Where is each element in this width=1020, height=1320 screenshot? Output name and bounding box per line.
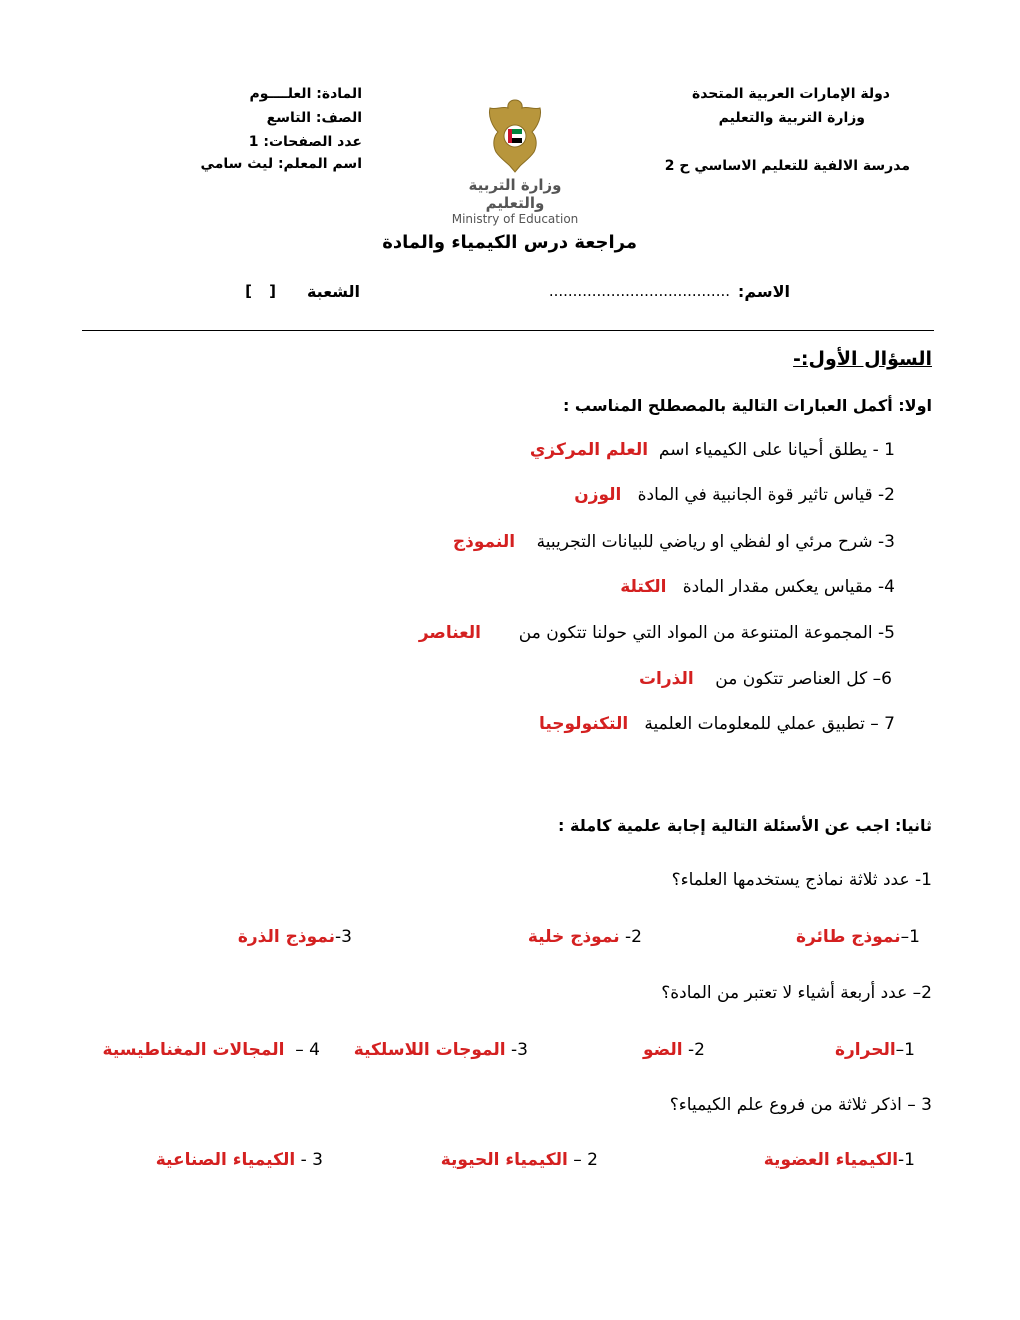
list-item: 4 – المجالات المغناطيسية — [102, 1040, 320, 1060]
falcon-emblem-icon — [480, 96, 550, 176]
list-item: 3 - الكيمياء الصناعية — [155, 1150, 323, 1170]
list-item: 3- الموجات اللاسلكية — [353, 1040, 528, 1060]
list-item: 3-نموذج الذرة — [237, 927, 352, 947]
list-item: 1–نموذج طائرة — [795, 927, 920, 947]
student-name-label: الاسم: — [737, 282, 790, 301]
answer: العلم المركزي — [529, 440, 649, 460]
answer: العناصر — [418, 623, 481, 643]
list-item: 1–الحرارة — [834, 1040, 915, 1060]
grade-label: الصف: التاسع — [266, 110, 362, 126]
school-name: مدرسة الالفية للتعليم الاساسي ح 2 — [664, 158, 910, 174]
list-item: 1 - يطلق أحيانا على الكيمياء اسم العلم المركزي — [529, 440, 895, 460]
answer: الذرات — [638, 669, 694, 689]
logo-english-text: Ministry of Education — [451, 212, 579, 226]
q1-instructions: اولا: أكمل العبارات التالية بالمصطلح المناسب : — [562, 396, 932, 415]
list-item: 2 – الكيمياء الحيوية — [440, 1150, 598, 1170]
list-item: 3- شرح مرئي او لفظي او رياضي للبيانات التجريبية النموذج — [452, 532, 895, 552]
subject-label: المادة: العلــــوم — [249, 86, 362, 102]
q2-question-1: 1- عدد ثلاثة نماذج يستخدمها العلماء؟ — [671, 870, 932, 890]
list-item: 2- نموذج خلية — [527, 927, 642, 947]
answer: الوزن — [574, 485, 622, 505]
logo-arabic-text: وزارة التربية والتعليم — [468, 176, 562, 212]
country-name: دولة الإمارات العربية المتحدة — [691, 86, 890, 102]
ministry-logo — [440, 96, 590, 226]
list-item: 4- مقياس يعكس مقدار المادة الكتلة — [620, 577, 895, 597]
section-label: الشعبة — [306, 282, 360, 301]
list-item: 2- قياس تاثير قوة الجانبية في المادة الوزن — [574, 485, 895, 505]
answer: التكنولوجيا — [538, 714, 629, 734]
list-item: 6– كل العناصر تتكون من الذرات — [638, 669, 892, 689]
list-item: 2- الضو — [643, 1040, 705, 1060]
page-title: مراجعة درس الكيمياء والمادة — [382, 232, 637, 253]
list-item: 1-الكيمياء العضوية — [763, 1150, 915, 1170]
q2-heading: ثانيا: اجب عن الأسئلة التالية إجابة علمية كاملة : — [558, 816, 932, 835]
q2-question-2: 2– عدد أربعة أشياء لا تعتبر من المادة؟ — [661, 983, 932, 1003]
list-item: 7 – تطبيق عملي للمعلومات العلمية التكنولوجيا — [538, 714, 895, 734]
section-field[interactable]: [ ] — [245, 282, 282, 300]
ministry-name: وزارة التربية والتعليم — [718, 110, 865, 126]
answer: الكتلة — [620, 577, 667, 597]
header-divider — [82, 330, 934, 331]
teacher-label: اسم المعلم: ليث سامي — [200, 156, 362, 172]
q1-heading: السؤال الأول:- — [793, 348, 932, 370]
student-name-field[interactable]: ...................................... — [548, 282, 730, 300]
list-item: 5- المجموعة المتنوعة من المواد التي حولنا تتكون من العناصر — [418, 623, 895, 643]
pages-label: عدد الصفحات: 1 — [248, 134, 362, 150]
answer: النموذج — [452, 532, 516, 552]
q2-question-3: 3 – اذكر ثلاثة من فروع علم الكيمياء؟ — [669, 1095, 932, 1115]
